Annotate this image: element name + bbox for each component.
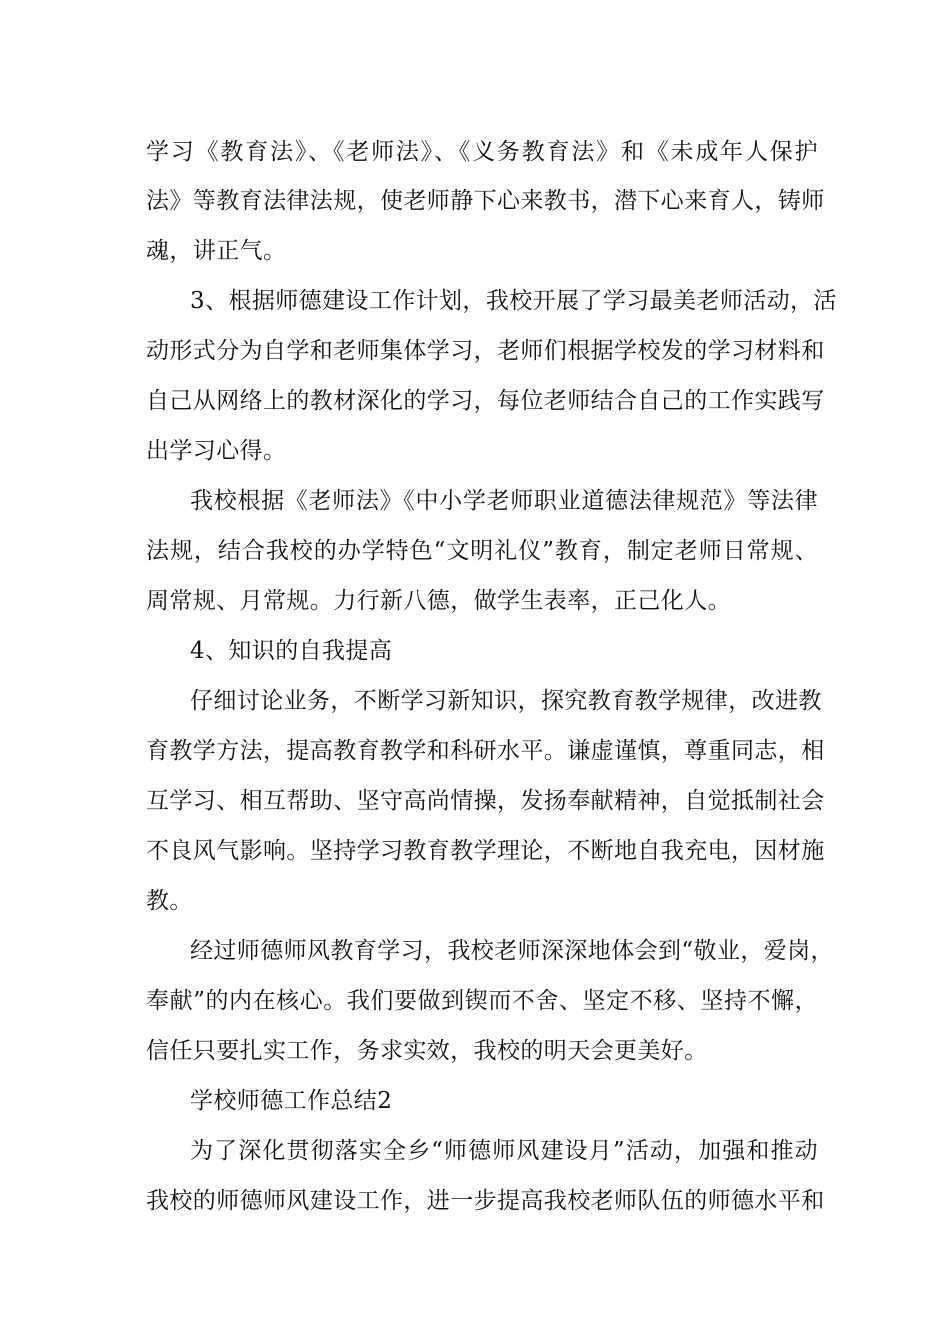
section-heading: 4、知识的自我提高 — [190, 638, 393, 664]
text-line: 法规，结合我校的办学特色“文明礼仪”教育，制定老师日常规、 — [146, 538, 818, 564]
text-line: 魂，讲正气。 — [146, 238, 287, 264]
section-title: 学校师德工作总结2 — [190, 1088, 393, 1114]
text-line: 学习《教育法》、《老师法》、《义务教育法》和《未成年人保护 — [146, 139, 818, 165]
text-line: 周常规、月常规。力行新八德，做学生表率，正己化人。 — [146, 588, 731, 614]
text-line: 奉献”的内在核心。我们要做到锲而不舍、坚定不移、坚持不懈， — [146, 988, 818, 1014]
text-line: 育教学方法，提高教育教学和科研水平。谦虚谨慎，尊重同志，相 — [146, 738, 825, 764]
paragraph-start-line: 经过师德师风教育学习，我校老师深深地体会到“敬业，爱岗， — [190, 938, 834, 964]
text-line: 动形式分为自学和老师集体学习，老师们根据学校发的学习材料和 — [146, 338, 825, 364]
text-line: 教。 — [146, 888, 193, 914]
text-line: 自己从网络上的教材深化的学习，每位老师结合自己的工作实践写 — [146, 388, 825, 414]
paragraph-start-line: 我校根据《老师法》《中小学老师职业道德法律规范》等法律 — [190, 488, 818, 514]
paragraph-start-line: 3、根据师德建设工作计划，我校开展了学习最美老师活动，活 — [190, 288, 837, 314]
paragraph-start-line: 为了深化贯彻落实全乡“师德师风建设月”活动，加强和推动 — [190, 1138, 818, 1164]
text-line: 不良风气影响。坚持学习教育教学理论，不断地自我充电，因材施 — [146, 838, 825, 864]
text-line: 我校的师德师风建设工作，进一步提高我校老师队伍的师德水平和 — [146, 1188, 825, 1214]
text-line: 法》等教育法律法规，使老师静下心来教书，潜下心来育人，铸师 — [146, 188, 825, 214]
text-line: 互学习、相互帮助、坚守高尚情操，发扬奉献精神，自觉抵制社会 — [146, 788, 825, 814]
paragraph-start-line: 仔细讨论业务，不断学习新知识，探究教育教学规律，改进教 — [190, 688, 822, 714]
text-line: 信任只要扎实工作，务求实效，我校的明天会更美好。 — [146, 1038, 708, 1064]
text-line: 出学习心得。 — [146, 438, 287, 464]
